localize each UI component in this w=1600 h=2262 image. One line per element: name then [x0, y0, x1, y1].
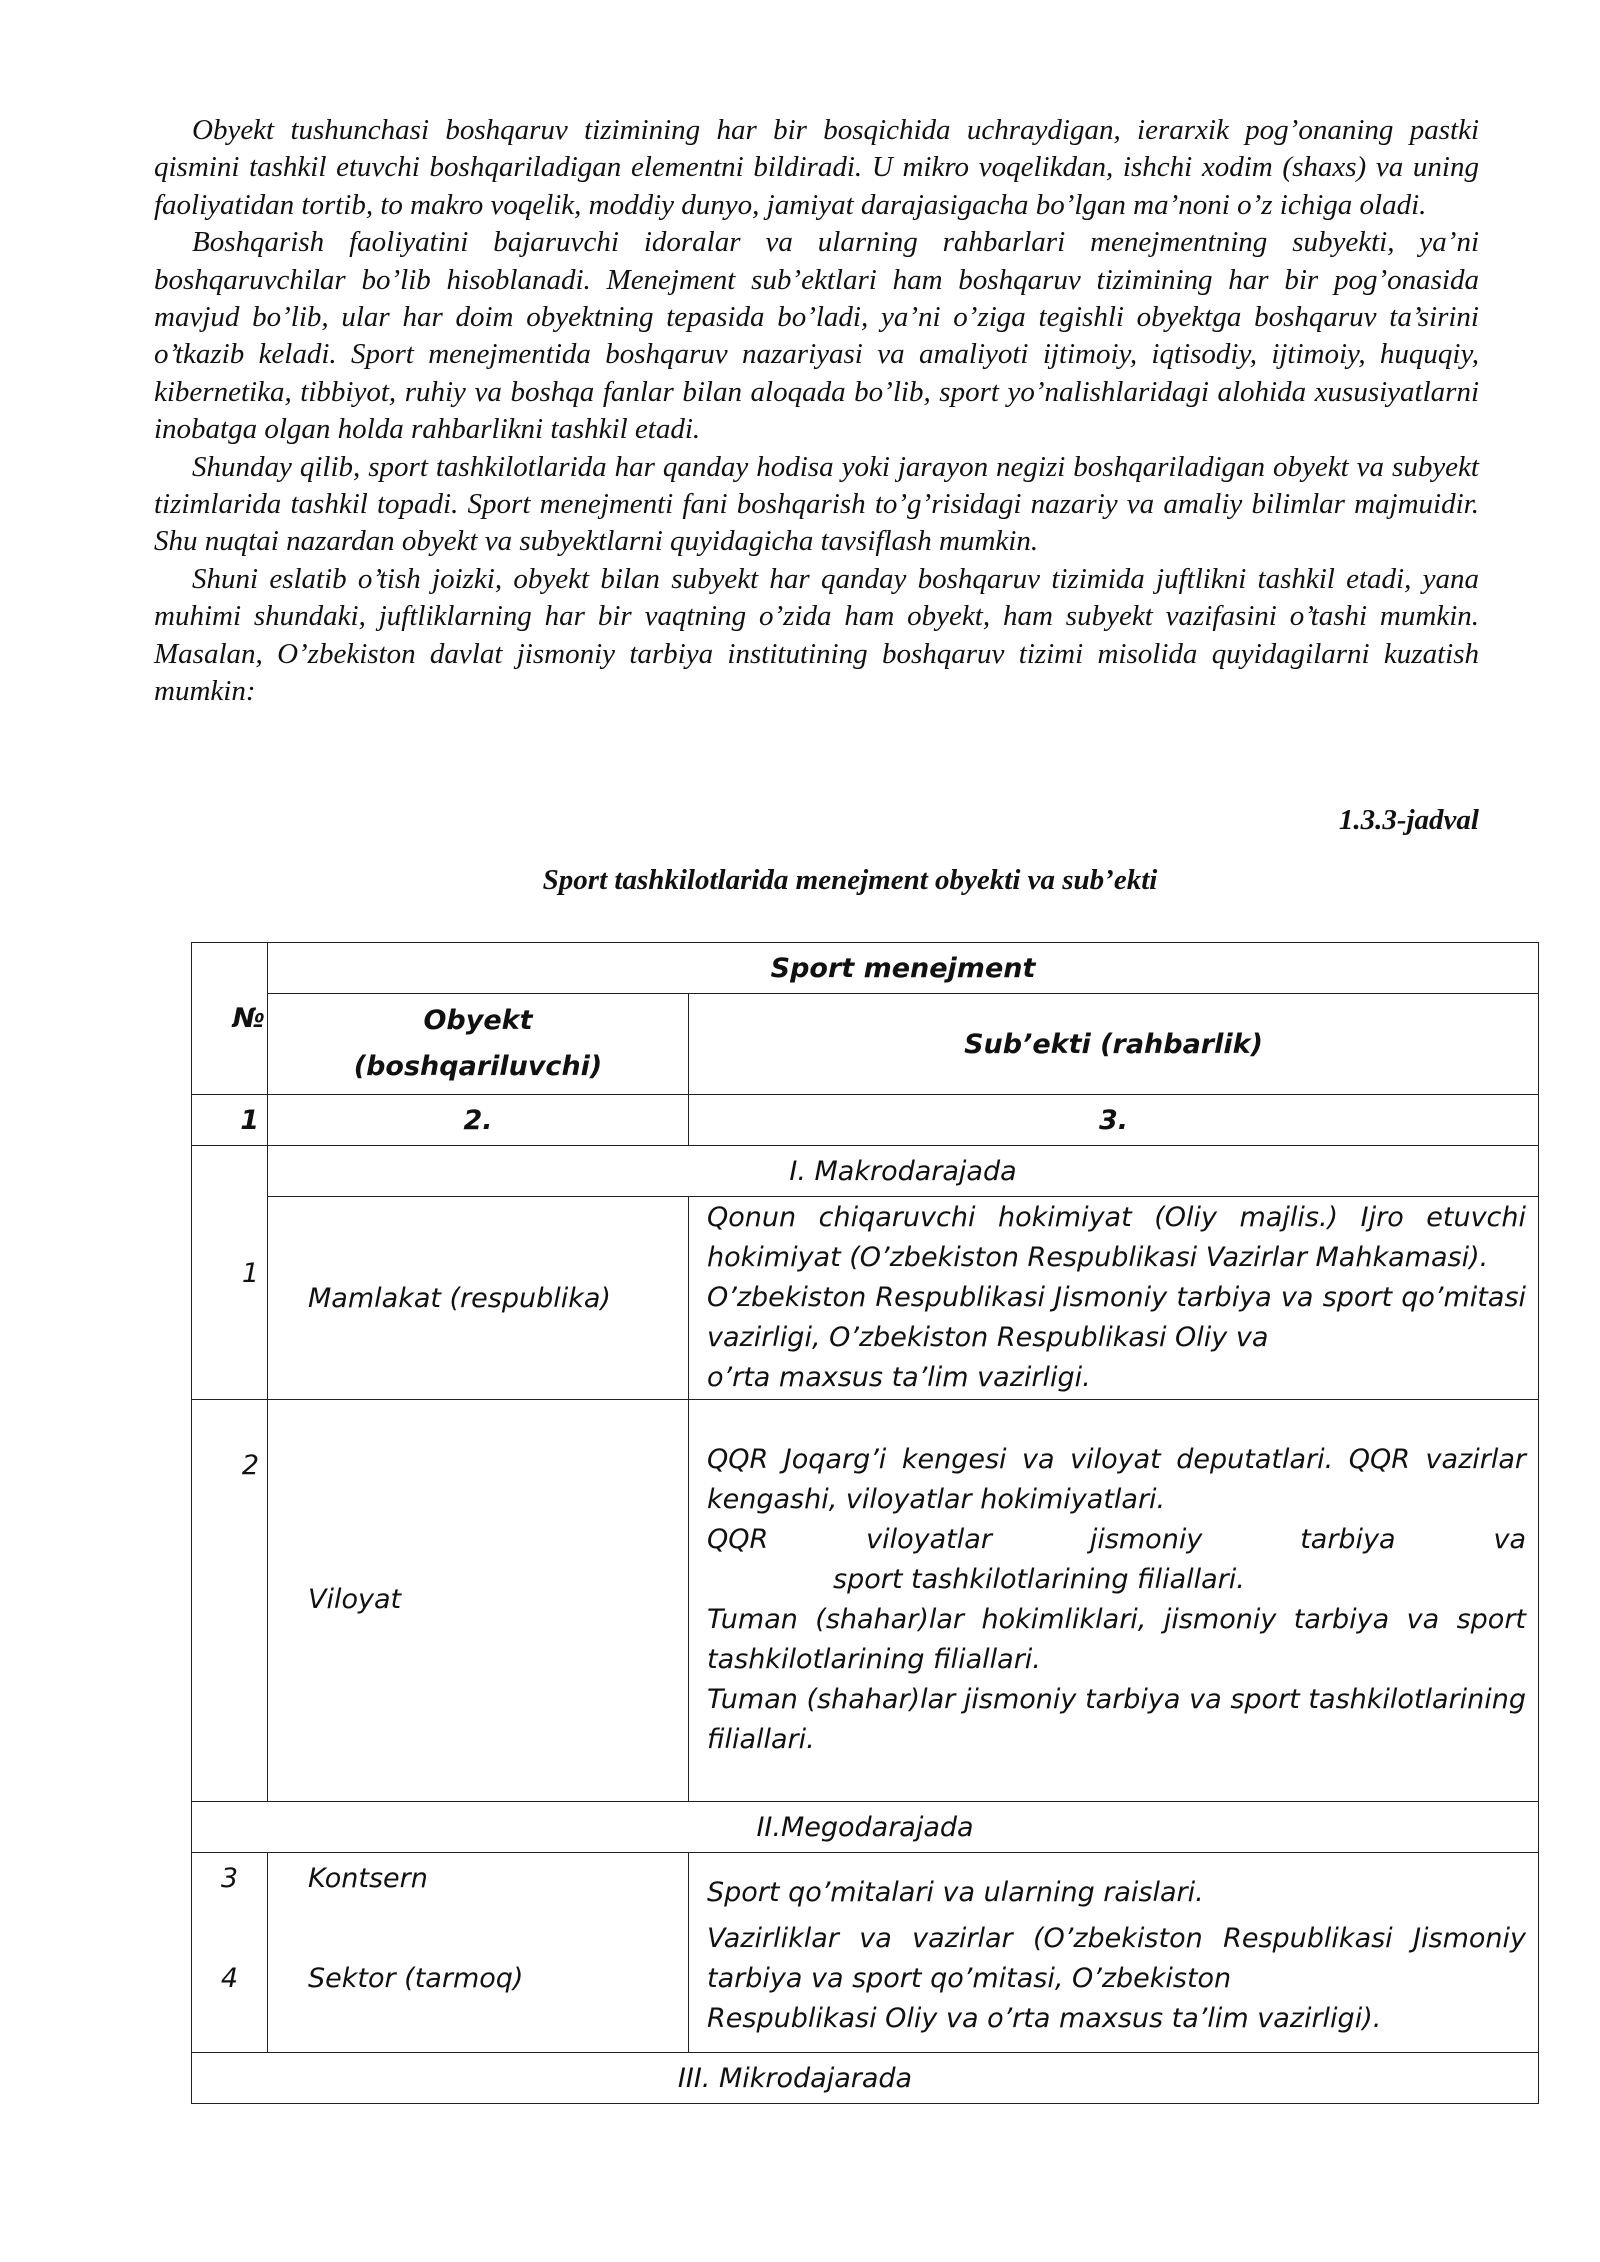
header-object-line1: Obyekt — [423, 1005, 533, 1036]
row2-subject-line4: Tuman (shahar)lar jismoniy tarbiya va sport tashkilotlarining filiallari. — [707, 1684, 1527, 1755]
row1-no: 1 — [192, 1146, 268, 1400]
menejment-table — [191, 942, 1539, 2104]
row3-object: Kontsern — [308, 1863, 428, 1894]
row2-subject-line2b: sport tashkilotlarining filiallari. — [833, 1564, 1245, 1595]
rows34-no — [192, 1853, 268, 2053]
index-2: 2. — [268, 1095, 689, 1146]
paragraph-4: Shuni eslatib o’tish joizki, obyekt bilan subyekt har qanday boshqaruv tizimida juftlikni tashkil etadi, yana muhimi shundaki, juftliklarning har bir vaqtning o’zida ham obyekt, ham subyekt vazifasini o’tashi mumkin. Masalan, O’zbekiston davlat jismoniy tarbiya institutining boshqaruv tizimi misolida quyidagilarni kuzatish mumkin: — [154, 562, 1479, 708]
row2-subject — [689, 1400, 1539, 1802]
row1-subject — [689, 1197, 1539, 1400]
row3-no: 3 — [220, 1863, 239, 1894]
section-mega: II.Megodarajada — [192, 1802, 1539, 1853]
row4-subject-line1: Vazirliklar va vazirlar (O’zbekiston Respublikasi Jismoniy tarbiya va sport qo’mitasi, O’zbekiston — [707, 1923, 1527, 1994]
section-micro: III. Mikrodajarada — [192, 2053, 1539, 2104]
row2-subject-line2a: QQR viloyatlar jismoniy tarbiya va — [707, 1524, 1527, 1555]
row4-no: 4 — [220, 1963, 239, 1994]
row2-subject-line1: QQR Joqarg’i kengesi va viloyat deputatlari. QQR vazirlar kengashi, viloyatlar hokimiyatlari. — [707, 1444, 1527, 1515]
paragraph-3: Shunday qilib, sport tashkilotlarida har qanday hodisa yoki jarayon negizi boshqariladigan obyekt va subyekt tizimlarida tashkil topadi. Sport menejmenti fani boshqarish to’g’risidagi nazariy va amaliy bilimlar majmuidir. Shu nuqtai nazardan obyekt va subyektlarni quyidagicha tavsiflash mumkin. — [154, 450, 1479, 558]
index-1: 1 — [192, 1095, 268, 1146]
header-no: № — [192, 943, 268, 1095]
index-3: 3. — [689, 1095, 1539, 1146]
header-object-line2: (boshqariluvchi) — [353, 1051, 603, 1082]
row2-subject-line3: Tuman (shahar)lar hokimliklari, jismoniy tarbiya va sport tashkilotlarining filiallari. — [707, 1604, 1527, 1675]
row1-subject-line2: O’zbekiston Respublikasi Jismoniy tarbiya va sport qo’mitasi vazirligi, O’zbekiston Respublikasi Oliy va — [707, 1282, 1527, 1353]
rows34-object — [268, 1853, 689, 2053]
table-title: Sport tashkilotlarida menejment obyekti va sub’ekti — [542, 864, 1158, 896]
row4-subject-line2: Respublikasi Oliy va o’rta maxsus ta’lim vazirligi). — [707, 2003, 1382, 2034]
rows34-subject — [689, 1853, 1539, 2053]
row4-object: Sektor (tarmoq) — [308, 1963, 524, 1994]
row1-subject-line3: o’rta maxsus ta’lim vazirligi. — [707, 1362, 1091, 1393]
header-object — [268, 994, 689, 1095]
header-subject: Sub’ekti (rahbarlik) — [689, 994, 1539, 1095]
paragraph-1: Obyekt tushunchasi boshqaruv tizimining har bir bosqichida uchraydigan, ierarxik pog’onaning pastki qismini tashkil etuvchi boshqariladigan elementni bildiradi. U mikro voqelikdan, ishchi xodim (shaxs) va uning faoliyatidan tortib, to makro voqelik, moddiy dunyo, jamiyat darajasigacha bo’lgan ma’noni o’z ichiga oladi. — [154, 114, 1479, 221]
row1-subject-line1: Qonun chiqaruvchi hokimiyat (Oliy majlis.) Ijro etuvchi hokimiyat (O’zbekiston Respublikasi Vazirlar Mahkamasi). — [707, 1202, 1527, 1273]
section-macro: I. Makrodarajada — [268, 1146, 1539, 1197]
row2-object: Viloyat — [268, 1400, 689, 1802]
table-number: 1.3.3-jadval — [1338, 804, 1479, 836]
row2-no: 2 — [192, 1400, 268, 1802]
row3-subject: Sport qo’mitalari va ularning raislari. — [707, 1877, 1204, 1908]
row1-object: Mamlakat (respublika) — [268, 1197, 689, 1400]
header-sport-menejment: Sport menejment — [268, 943, 1539, 994]
body-text — [154, 112, 1479, 711]
paragraph-2: Boshqarish faoliyatini bajaruvchi idoralar va ularning rahbarlari menejmentning subyekti, ya’ni boshqaruvchilar bo’lib hisoblanadi. Menejment sub’ektlari ham boshqaruv tizimining har bir pog’onasida mavjud bo’lib, ular har doim obyektning tepasida bo’ladi, ya’ni o’ziga tegishli obyektga boshqaruv ta’sirini o’tkazib keladi. Sport menejmentida boshqaruv nazariyasi va amaliyoti ijtimoiy, iqtisodiy, ijtimoiy, huquqiy, kibernetika, tibbiyot, ruhiy va boshqa fanlar bilan aloqada bo’lib, sport yo’nalishlaridagi alohida xususiyatlarni inobatga olgan holda rahbarlikni tashkil etadi. — [154, 226, 1479, 446]
